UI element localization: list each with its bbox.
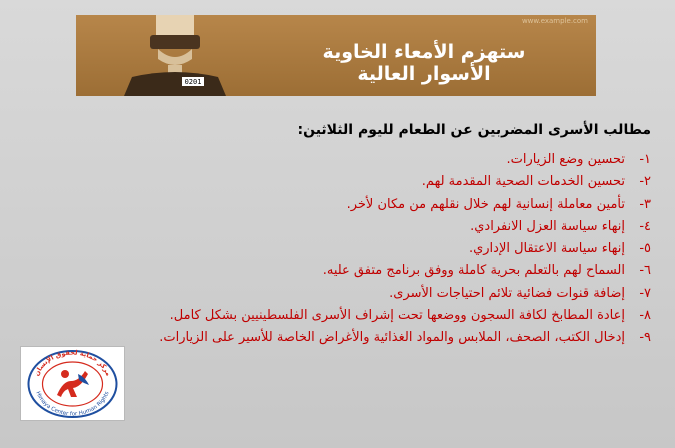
banner <box>76 15 596 96</box>
banner-headline-line2: الأسوار العالية <box>357 63 491 85</box>
demand-item <box>111 194 651 216</box>
prisoner-tag-number: 0201 <box>184 78 202 86</box>
demand-number: ٨- <box>639 308 651 324</box>
demands-list <box>111 149 651 350</box>
demand-item <box>111 149 651 171</box>
demand-number: ٢- <box>639 174 651 190</box>
demand-number: ٦- <box>639 263 651 279</box>
demand-number: ٩- <box>639 330 651 346</box>
demand-text: إضافة قنوات فضائية تلائم احتياجات الأسرى. <box>389 285 625 301</box>
demand-text: إعادة المطابخ لكافة السجون ووضعها تحت إشراف الأسرى الفلسطينيين بشكل كامل. <box>169 308 625 324</box>
demand-text: إنهاء سياسة الاعتقال الإداري. <box>468 241 625 257</box>
demand-text: السماح لهم بالتعلم بحرية كاملة ووفق برنامج متفق عليه. <box>322 263 625 279</box>
demand-text: إدخال الكتب، الصحف، الملابس والمواد الغذائية والأغراض الخاصة للأسير على الزيارات. <box>159 330 625 346</box>
demand-item <box>111 305 651 327</box>
demand-item <box>111 238 651 260</box>
demand-number: ٧- <box>639 285 651 301</box>
demand-item <box>111 260 651 282</box>
demand-text: إنهاء سياسة العزل الانفرادي. <box>470 218 625 234</box>
logo-english-name: Himaya Center for Human Rights <box>34 390 111 418</box>
demand-item <box>111 327 651 349</box>
demand-number: ٥- <box>639 241 651 257</box>
banner-headline <box>304 41 544 85</box>
banner-headline-line1: ستهزم الأمعاء الخاوية <box>322 41 526 63</box>
blindfolded-prisoner-figure <box>106 15 236 96</box>
demand-number: ١- <box>639 152 651 167</box>
demands-heading: مطالب الأسرى المضربين عن الطعام لليوم الثلاثين: <box>297 122 651 138</box>
demand-item <box>111 283 651 305</box>
banner-watermark: www.example.com <box>521 17 588 25</box>
himaya-logo-emblem <box>21 347 124 420</box>
demand-number: ٣- <box>639 196 651 212</box>
demand-number: ٤- <box>639 218 651 234</box>
demand-text: تأمين معاملة إنسانية لهم خلال نقلهم من مكان لأخر. <box>346 196 625 212</box>
himaya-center-logo <box>20 346 125 421</box>
demand-item <box>111 171 651 193</box>
demand-text: تحسين الخدمات الصحية المقدمة لهم. <box>421 174 625 190</box>
demand-item <box>111 216 651 238</box>
demand-text: تحسين وضع الزيارات. <box>506 152 625 167</box>
logo-arabic-name: مركز حماية لحقوق الإنسان <box>32 348 113 378</box>
